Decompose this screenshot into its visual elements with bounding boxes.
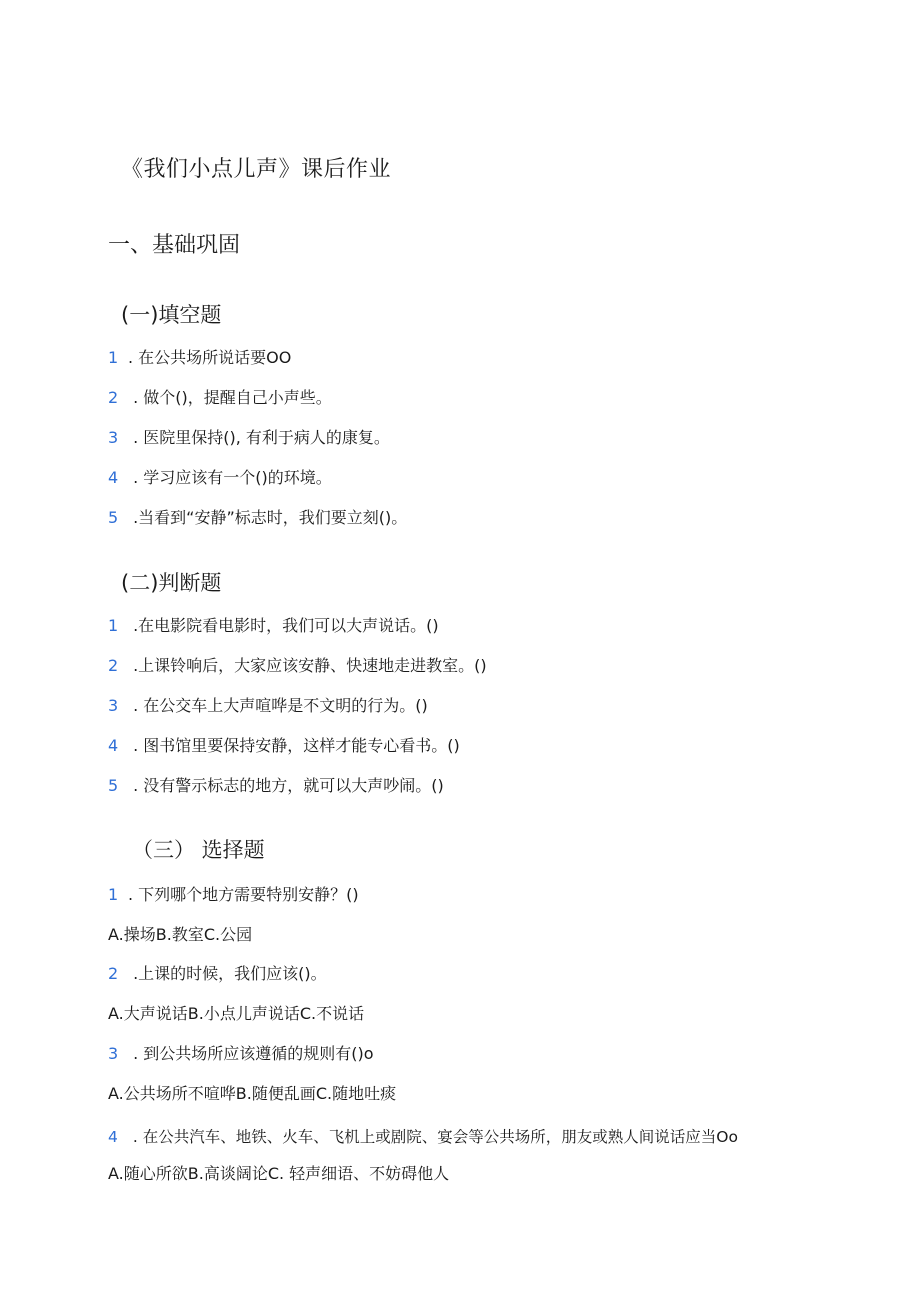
question-text: . 没有警示标志的地方，就可以大声吵闹。() <box>128 776 444 795</box>
question-number: 3 <box>108 696 119 715</box>
question-number: 3 <box>108 1044 119 1063</box>
true-false-question <box>108 775 444 797</box>
fill-blank-question <box>108 467 332 489</box>
choice-question <box>108 1126 738 1148</box>
question-text: . 做个()，提醒自己小声些。 <box>128 388 332 407</box>
true-false-question <box>108 695 428 717</box>
question-number: 4 <box>108 1128 118 1146</box>
question-number: 5 <box>108 776 119 795</box>
question-text: . 在公交车上大声喧哗是不文明的行为。() <box>128 696 428 715</box>
question-number: 4 <box>108 736 119 755</box>
question-text: . 学习应该有一个()的环境。 <box>128 468 332 487</box>
question-number: 5 <box>108 508 119 527</box>
fill-blank-heading: (一)填空题 <box>121 303 222 327</box>
choice-question <box>108 884 359 906</box>
section-heading-basics: 一、基础巩固 <box>108 233 241 258</box>
choice-question <box>108 1043 374 1065</box>
question-number: 2 <box>108 656 119 675</box>
choice-question <box>108 963 327 985</box>
question-text: . 在公共场所说话要OO <box>128 348 292 367</box>
question-number: 2 <box>108 388 119 407</box>
choice-options: A.随心所欲B.高谈阔论C. 轻声细语、不妨碍他人 <box>108 1164 450 1183</box>
fill-blank-question <box>108 387 332 409</box>
choice-options: A.操场B.教室C.公园 <box>108 925 253 944</box>
fill-blank-question <box>108 427 390 449</box>
question-text: . 医院里保持(), 有利于病人的康复。 <box>128 428 390 447</box>
true-false-question <box>108 655 487 677</box>
question-text: . 图书馆里要保持安静，这样才能专心看书。() <box>128 736 460 755</box>
question-text: . 到公共场所应该遵循的规则有()o <box>128 1044 374 1063</box>
question-number: 1 <box>108 348 119 367</box>
true-false-heading: (二)判断题 <box>121 571 222 595</box>
question-number: 4 <box>108 468 119 487</box>
page-title: 《我们小点儿声》课后作业 <box>121 157 392 182</box>
question-number: 2 <box>108 964 119 983</box>
question-text: .当看到“安静”标志时，我们要立刻()。 <box>128 508 408 527</box>
question-number: 1 <box>108 885 119 904</box>
question-number: 1 <box>108 616 119 635</box>
question-text: .在电影院看电影时，我们可以大声说话。() <box>128 616 439 635</box>
question-number: 3 <box>108 428 119 447</box>
question-text: . 下列哪个地方需要特别安静？() <box>128 885 359 904</box>
fill-blank-question <box>108 347 291 369</box>
choice-heading: （三） 选择题 <box>132 838 265 862</box>
question-text: . 在公共汽车、地铁、火车、飞机上或剧院、宴会等公共场所，朋友或熟人间说话应当Oo <box>128 1128 738 1146</box>
question-text: .上课铃响后，大家应该安静、快速地走进教室。() <box>128 656 487 675</box>
question-text: .上课的时候，我们应该()。 <box>128 964 327 983</box>
choice-options: A.公共场所不喧哗B.随便乱画C.随地吐痰 <box>108 1084 397 1103</box>
true-false-question <box>108 615 439 637</box>
true-false-question <box>108 735 460 757</box>
choice-options: A.大声说话B.小点儿声说话C.不说话 <box>108 1004 365 1023</box>
fill-blank-question <box>108 507 407 529</box>
